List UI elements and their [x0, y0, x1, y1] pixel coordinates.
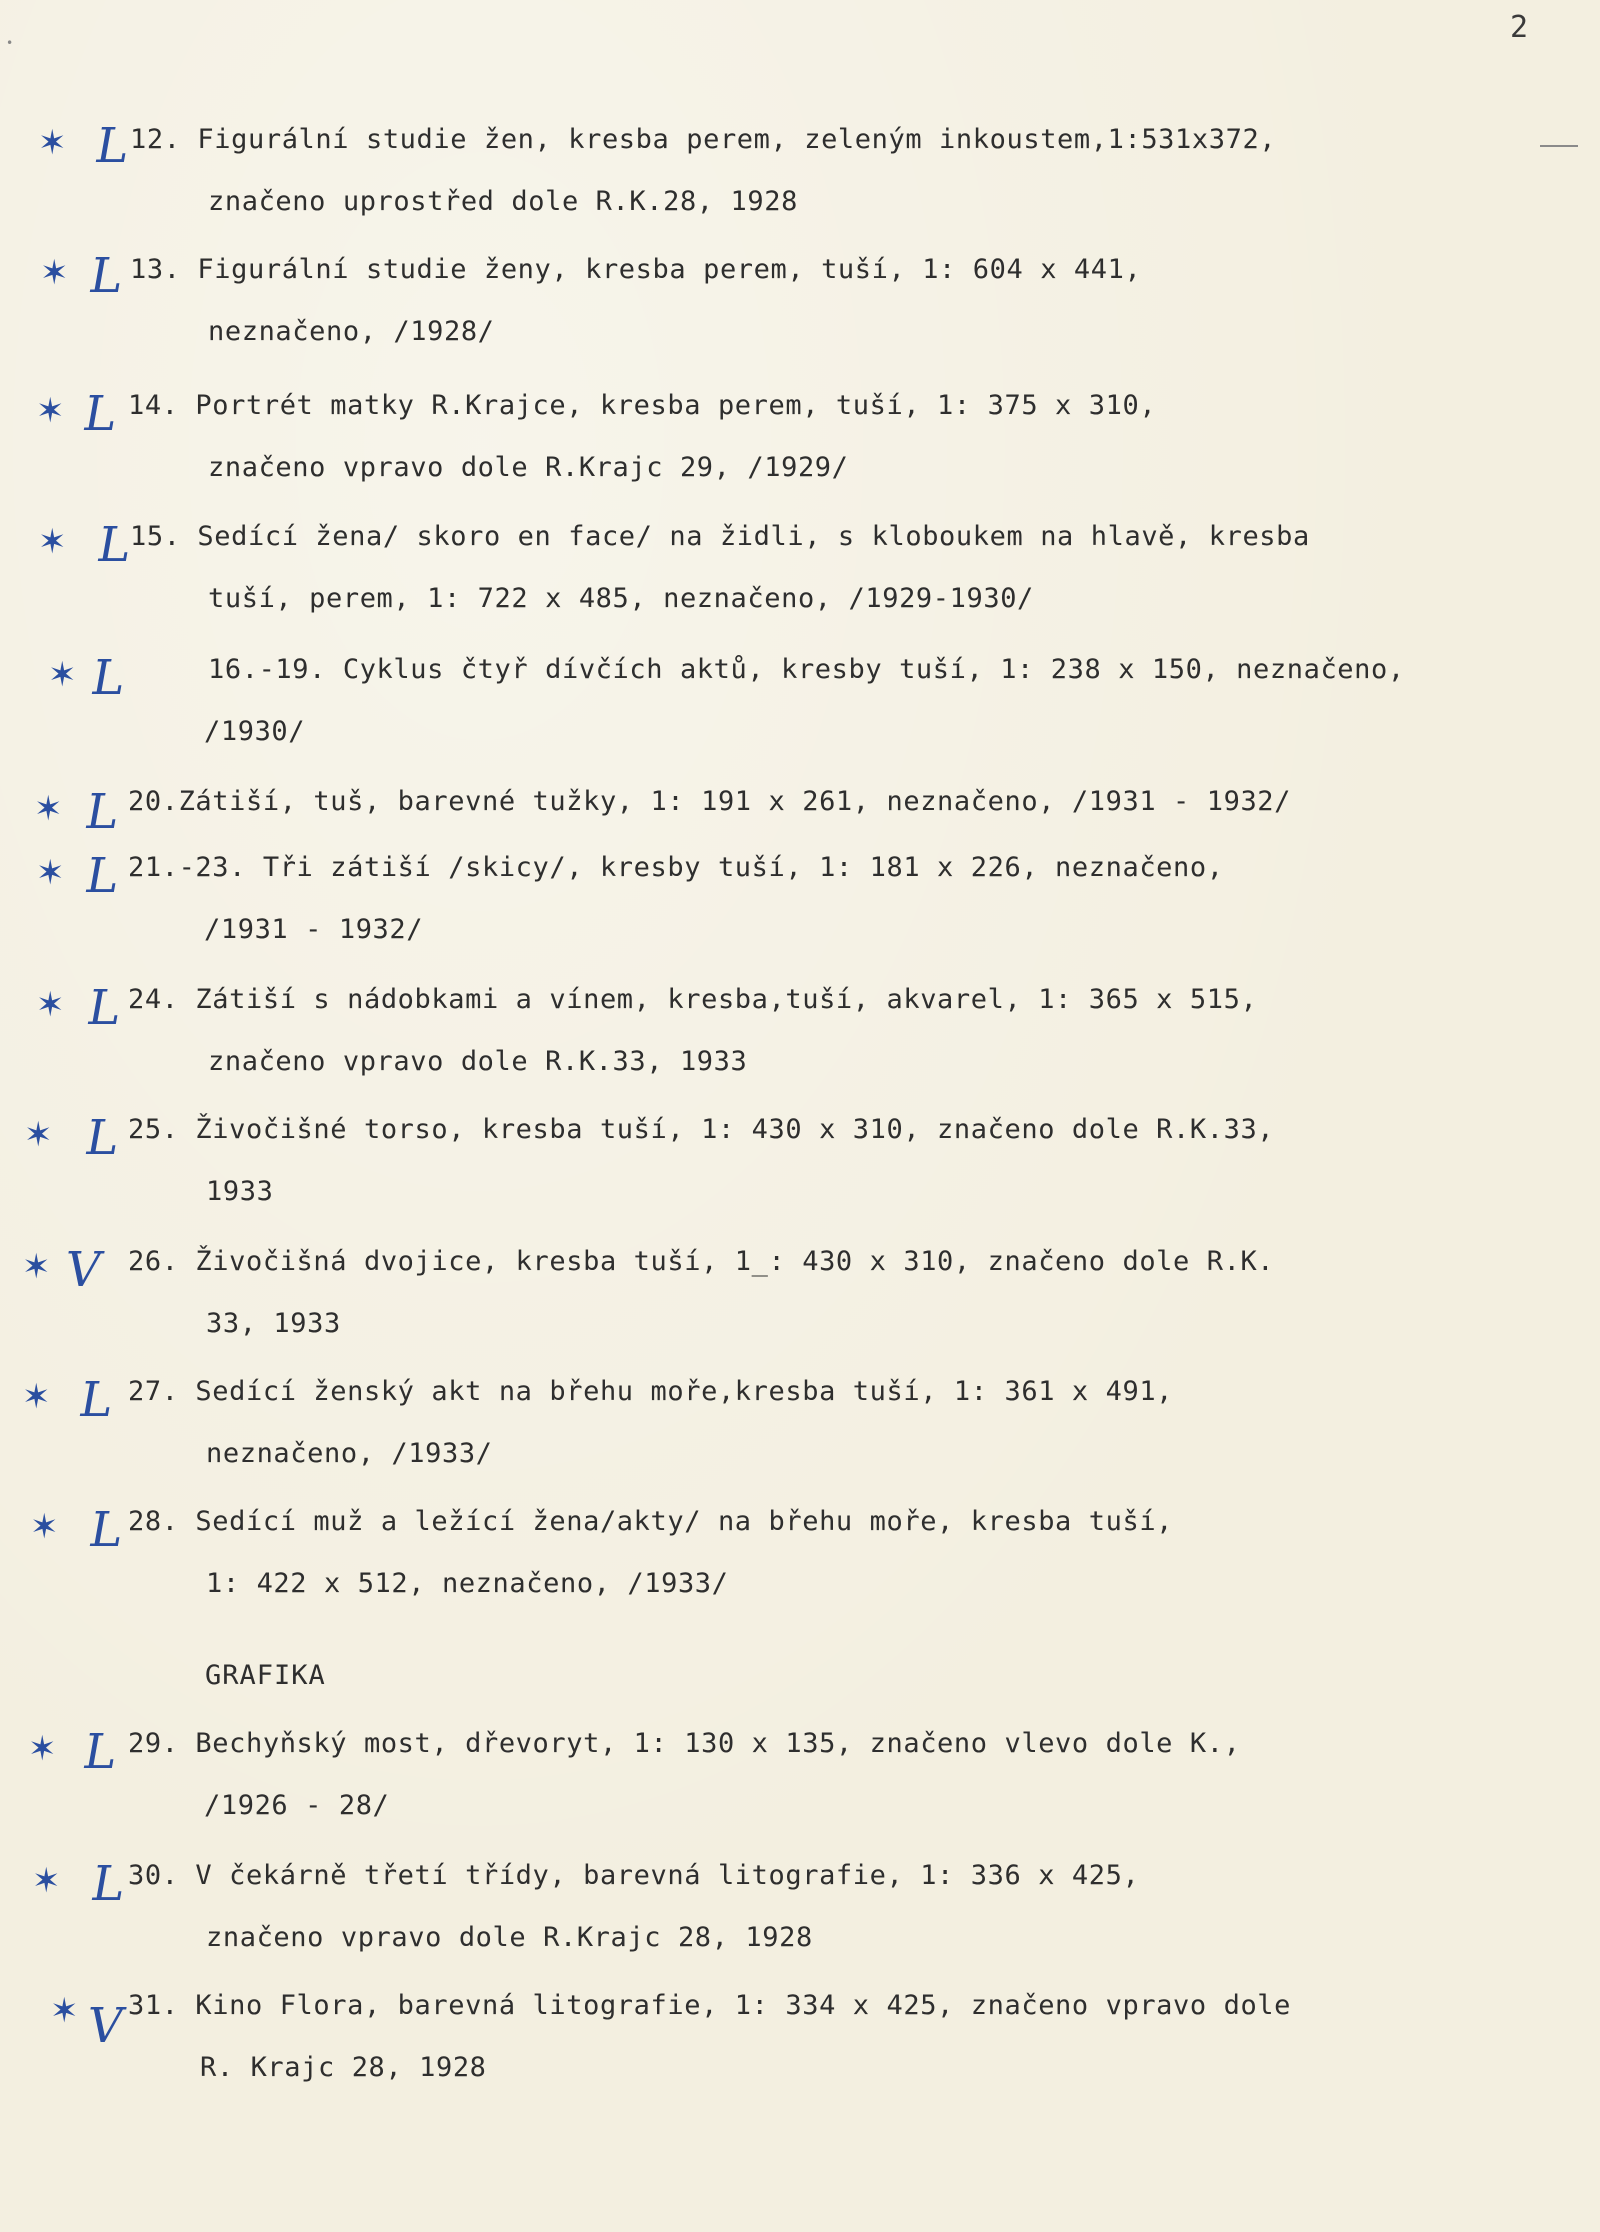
star-mark-icon: ✶ — [32, 1861, 61, 1901]
entry-line: neznačeno, /1933/ — [206, 1438, 493, 1469]
entry-line: 13. Figurální studie ženy, kresba perem, tuší, 1: 604 x 441, — [130, 254, 1142, 285]
star-mark-icon: ✶ — [22, 1377, 51, 1417]
entry-line: 27. Sedící ženský akt na břehu moře,kresba tuší, 1: 361 x 491, — [128, 1376, 1174, 1407]
star-mark-icon: ✶ — [22, 1247, 51, 1287]
entry-line: 28. Sedící muž a ležící žena/akty/ na břehu moře, kresba tuší, — [128, 1506, 1174, 1537]
entry-line: 26. Živočišná dvojice, kresba tuší, 1_: 430 x 310, značeno dole R.K. — [128, 1246, 1275, 1277]
entry-line: značeno vpravo dole R.K.33, 1933 — [208, 1046, 748, 1077]
check-mark-icon: L — [81, 1110, 123, 1166]
entry-line: 33, 1933 — [206, 1308, 341, 1339]
entry-line: 12. Figurální studie žen, kresba perem, zeleným inkoustem,1:531x372, — [130, 124, 1277, 155]
entry-line: 14. Portrét matky R.Krajce, kresba perem, tuší, 1: 375 x 310, — [128, 390, 1157, 421]
star-mark-icon: ✶ — [38, 522, 67, 562]
entry-line: /1930/ — [204, 716, 306, 747]
margin-dot: • — [6, 36, 14, 50]
check-mark-icon: L — [81, 784, 123, 840]
check-mark-icon: L — [85, 248, 127, 304]
check-mark-icon: L — [83, 980, 125, 1036]
check-mark-icon: L — [93, 517, 135, 573]
star-mark-icon: ✶ — [34, 789, 63, 829]
entry-line: značeno uprostřed dole R.K.28, 1928 — [208, 186, 798, 217]
check-mark-icon: L — [91, 118, 133, 174]
check-mark-icon: L — [79, 386, 121, 442]
star-mark-icon: ✶ — [40, 253, 69, 293]
check-mark-icon: L — [79, 1724, 121, 1780]
entry-line: 15. Sedící žena/ skoro en face/ na židli, s kloboukem na hlavě, kresba — [130, 521, 1310, 552]
star-mark-icon: ✶ — [50, 1991, 79, 2031]
entry-line: 1933 — [206, 1176, 274, 1207]
entry-line: 25. Živočišné torso, kresba tuší, 1: 430 x 310, značeno dole R.K.33, — [128, 1114, 1275, 1145]
entry-line: 16.-19. Cyklus čtyř dívčích aktů, kresby tuší, 1: 238 x 150, neznačeno, — [208, 654, 1405, 685]
star-mark-icon: ✶ — [28, 1729, 57, 1769]
check-mark-icon: L — [87, 1856, 129, 1912]
entry-line: R. Krajc 28, 1928 — [200, 2052, 487, 2083]
entry-line: /1926 - 28/ — [204, 1790, 390, 1821]
entry-line: 31. Kino Flora, barevná litografie, 1: 334 x 425, značeno vpravo dole — [128, 1990, 1292, 2021]
check-mark-icon: L — [81, 848, 123, 904]
star-mark-icon: ✶ — [36, 985, 65, 1025]
star-mark-icon: ✶ — [30, 1507, 59, 1547]
check-mark-icon: V — [83, 1998, 128, 2054]
entry-line: 30. V čekárně třetí třídy, barevná litografie, 1: 336 x 425, — [128, 1860, 1140, 1891]
entry-line: značeno vpravo dole R.Krajc 28, 1928 — [206, 1922, 813, 1953]
entry-line: 21.-23. Tři zátiší /skicy/, kresby tuší, 1: 181 x 226, neznačeno, — [128, 852, 1224, 883]
entry-line: 20.Zátiší, tuš, barevné tužky, 1: 191 x 261, neznačeno, /1931 - 1932/ — [128, 786, 1292, 817]
star-mark-icon: ✶ — [24, 1115, 53, 1155]
entry-line: 1: 422 x 512, neznačeno, /1933/ — [206, 1568, 729, 1599]
entry-line: značeno vpravo dole R.Krajc 29, /1929/ — [208, 452, 849, 483]
entry-line: /1931 - 1932/ — [204, 914, 424, 945]
margin-dash — [1540, 145, 1578, 147]
check-mark-icon: V — [61, 1242, 106, 1298]
entry-line: 24. Zátiší s nádobkami a vínem, kresba,tuší, akvarel, 1: 365 x 515, — [128, 984, 1258, 1015]
star-mark-icon: ✶ — [36, 391, 65, 431]
entry-line: 29. Bechyňský most, dřevoryt, 1: 130 x 135, značeno vlevo dole K., — [128, 1728, 1241, 1759]
star-mark-icon: ✶ — [48, 655, 77, 695]
entry-line: tuší, perem, 1: 722 x 485, neznačeno, /1929-1930/ — [208, 583, 1034, 614]
check-mark-icon: L — [85, 1502, 127, 1558]
star-mark-icon: ✶ — [36, 853, 65, 893]
check-mark-icon: L — [75, 1372, 117, 1428]
star-mark-icon: ✶ — [38, 123, 67, 163]
section-heading-grafika: GRAFIKA — [205, 1660, 326, 1691]
check-mark-icon: L — [87, 650, 129, 706]
entry-line: neznačeno, /1928/ — [208, 316, 495, 347]
page-number: 2 — [1510, 10, 1529, 45]
